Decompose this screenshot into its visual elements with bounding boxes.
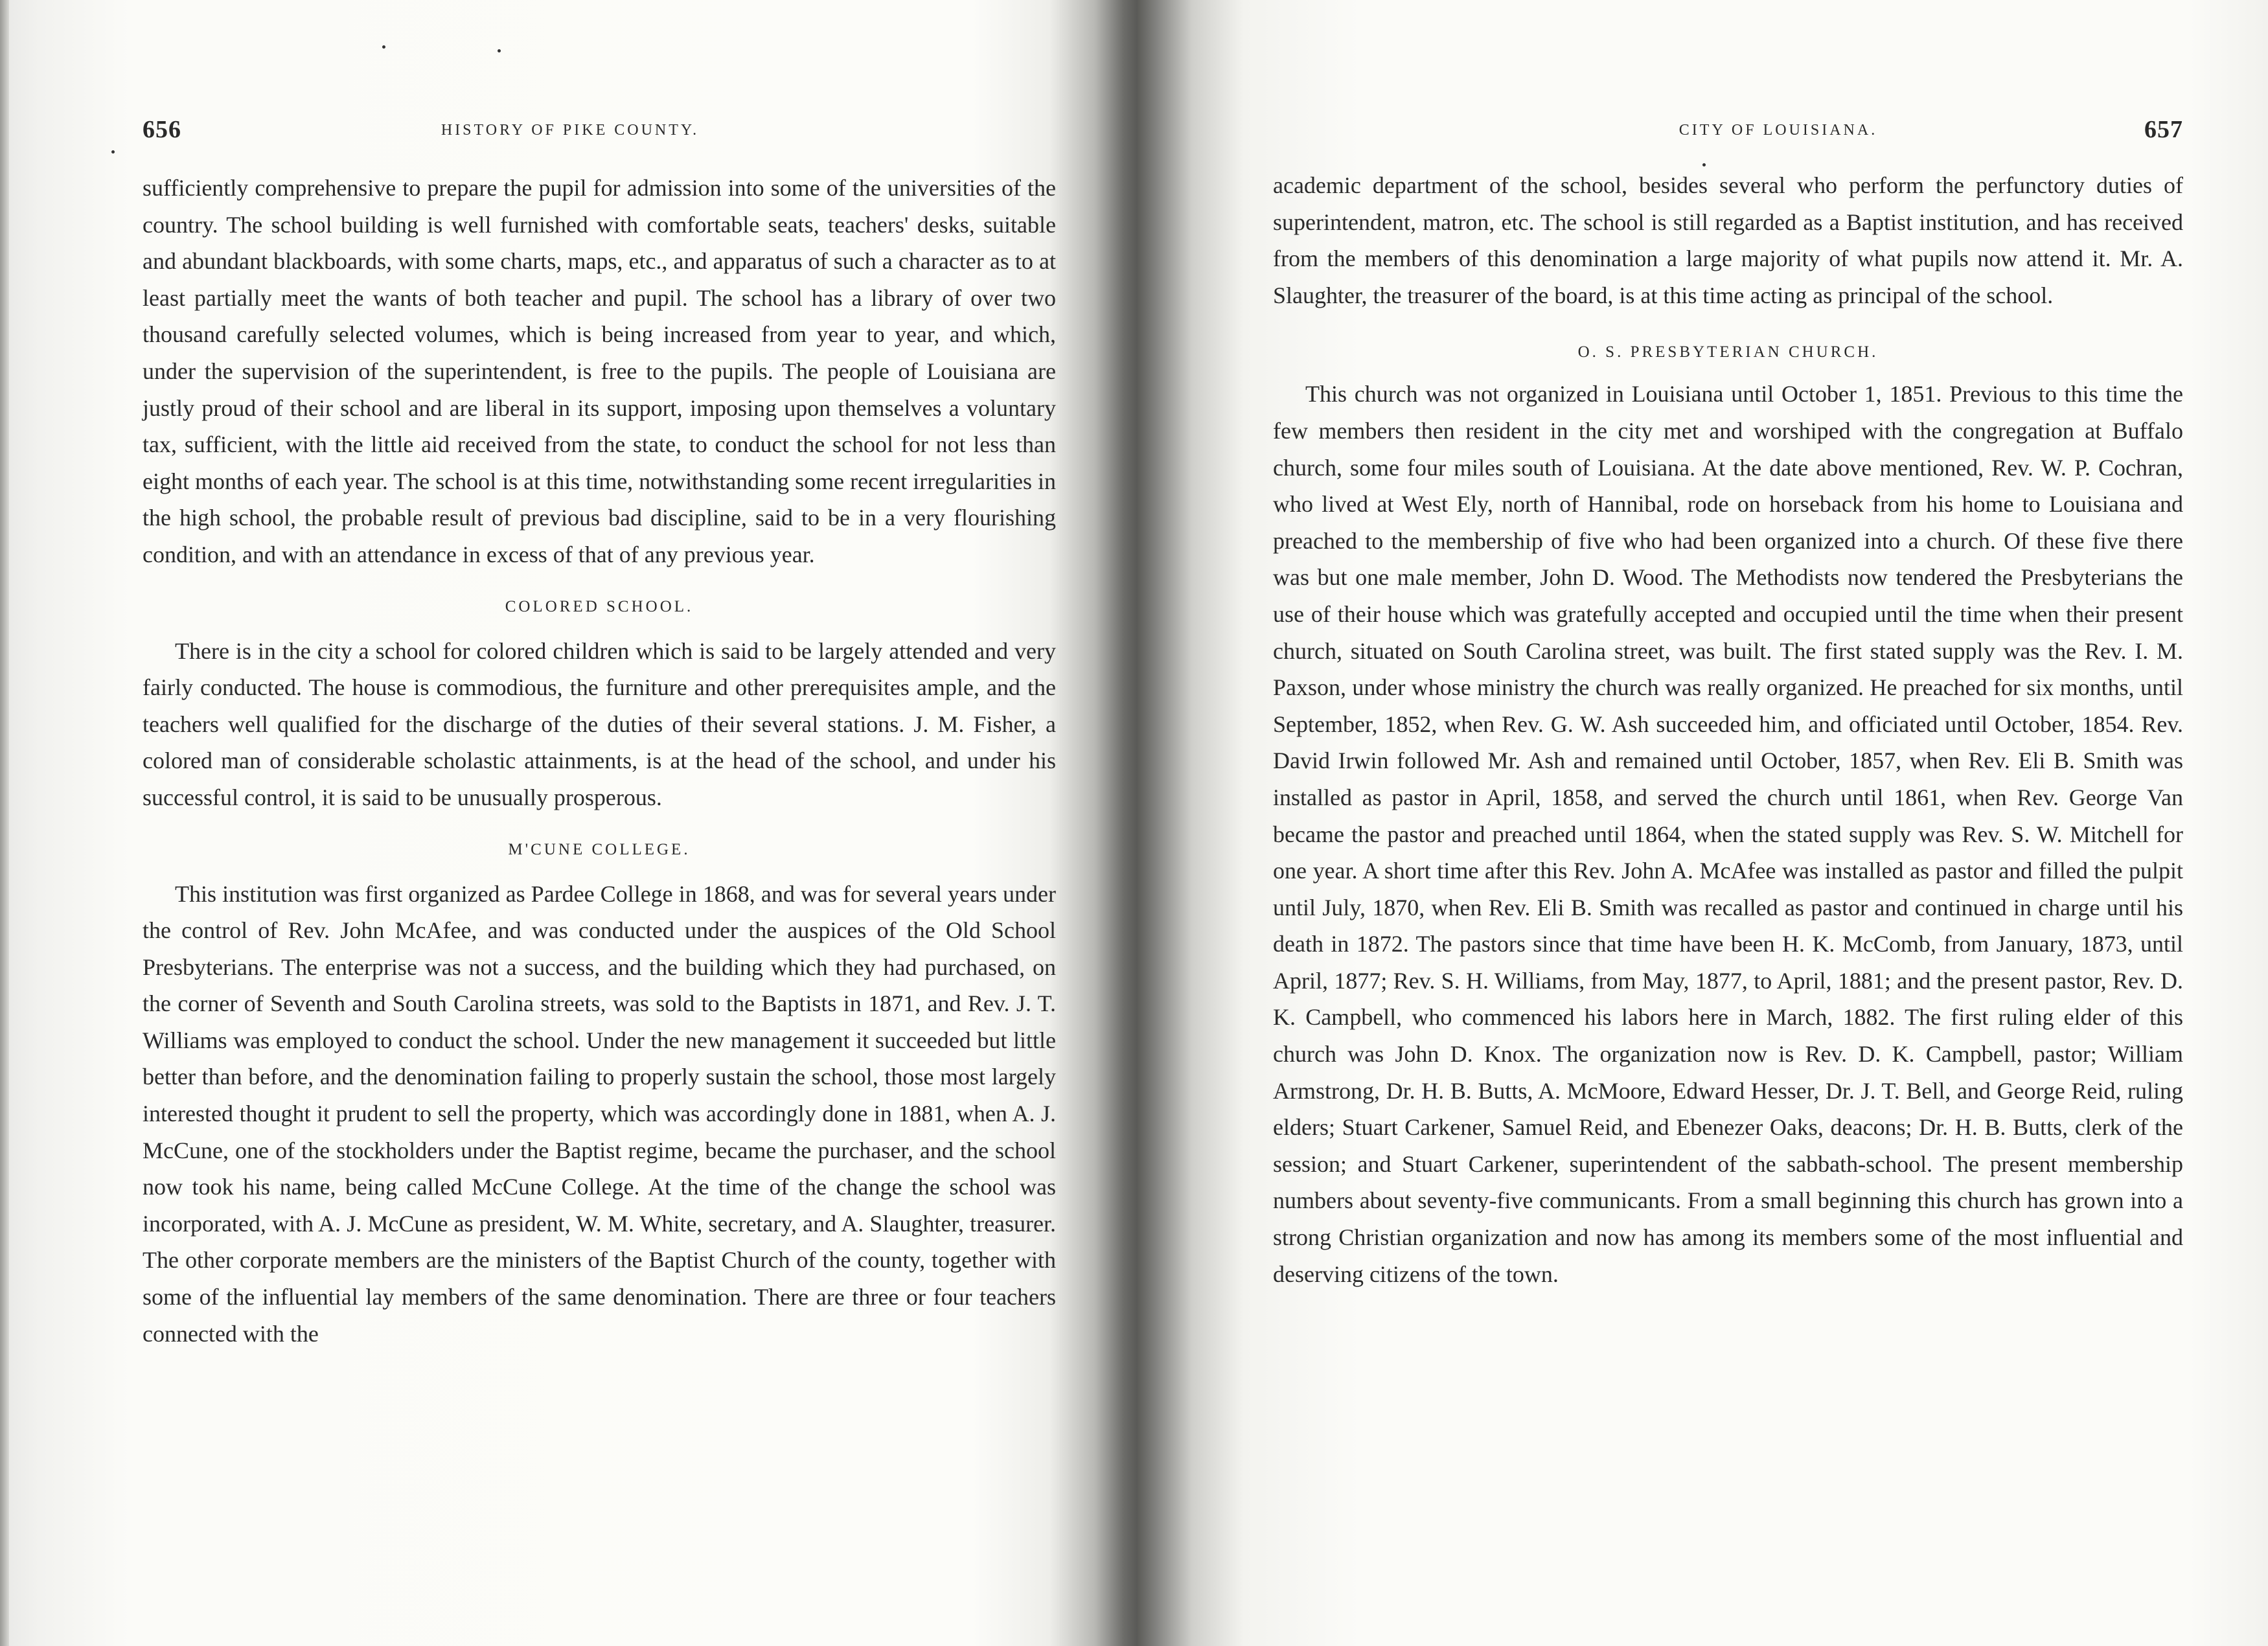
presbyterian-church-paragraph: This church was not organized in Louisiana until October 1, 1851. Previous to this time the few members then resident in the city met and worshiped with the congregation at Buffalo church, some four miles south of Louisiana. At the date above mentioned, Rev. W. P. Cochran, who lived at West Ely, north of Hannibal, rode on horseback from his home to Louisiana and preached to the membership of five who had been organized into a church. Of these five there was but one male member, John D. Wood. The Methodists now tendered the Presbyterians the use of their house which was gratefully accepted and occupied until the time when their present church, situated on South Carolina street, was built. The first stated supply was the Rev. I. M. Paxson, under whose ministry the church was really organized. He preached for six months, until September, 1852, when Rev. G. W. Ash succeeded him, and officiated until October, 1854. Rev. David Irwin followed Mr. Ash and remained until October, 1857, when Rev. Eli B. Smith was installed as pastor in April, 1858, and served the church until 1861, when Rev. George Van became the pastor and preached until 1864, when the stated supply was Rev. S. W. Mitchell for one year. A short time after this Rev. John A. McAfee was installed as pastor and filled the pulpit until July, 1870, when Rev. Eli B. Smith was recalled as pastor and continued in charge until his death in 1872. The pastors since that time have been H. K. McComb, from January, 1873, until April, 1877; Rev. S. H. Williams, from May, 1877, to April, 1881; and the present pastor, Rev. D. K. Campbell, who commenced his labors here in March, 1882. The first ruling elder of this church was John D. Knox. The organization now is Rev. D. K. Campbell, pastor; William Armstrong, Dr. H. B. Butts, A. McMoore, Edward Hesser, Dr. J. T. Bell, and George Reid, ruling elders; Stuart Carkener, Samuel Reid, and Ebenezer Oaks, deacons; Dr. H. B. Butts, clerk of the session; and Stuart Carkener, superintendent of the sabbath-school. The present membership numbers about seventy-five communicants. From a small beginning this church has grown into a strong Christian organization and now has among its members some of the most influential and deserving citizens of the town. xyxy=(1273,381,2183,1287)
section-heading-presbyterian-church: O. S. PRESBYTERIAN CHURCH. xyxy=(1577,343,1879,361)
page-number: 657 xyxy=(2144,116,2183,143)
left-running-head xyxy=(143,115,1056,148)
right-body-text xyxy=(1273,167,2183,1292)
left-body-text xyxy=(143,170,1056,1352)
right-running-head xyxy=(1273,115,2183,148)
ink-speck xyxy=(498,49,501,52)
ink-speck xyxy=(382,45,385,49)
running-title: CITY OF LOUISIANA. xyxy=(1678,122,1878,139)
section-heading-colored-school: COLORED SCHOOL. xyxy=(505,597,694,615)
page-number: 656 xyxy=(143,116,181,143)
mccune-college-paragraph: This institution was first organized as Pardee College in 1868, and was for several years under the control of Rev. John McAfee, and was conducted under the auspices of the Old School Presbyterians. The enterprise was not a success, and the building which they had purchased, on the corner of Seventh and South Carolina streets, was sold to the Baptists in 1871, and Rev. J. T. Williams was employed to conduct the school. Under the new management it succeeded but little better than before, and the denomination failing to properly sustain the school, those most largely interested thought it prudent to sell the property, which was accordingly done in 1881, when A. J. McCune, one of the stockholders under the Baptist regime, became the purchaser, and the school now took his name, being called McCune College. At the time of the change the school was incorporated, with A. J. McCune as president, W. M. White, secretary, and A. Slaughter, treasurer. The other corporate members are the ministers of the Baptist Church of the county, together with some of the influential lay members of the same denomination. There are three or four teachers connected with the xyxy=(143,880,1056,1347)
running-title: HISTORY OF PIKE COUNTY. xyxy=(441,122,700,139)
continuation-paragraph: academic department of the school, besides several who perform the perfunctory duties of superintendent, matron, etc. The school is still regarded as a Baptist institution, and has received from the members of this denomination a large majority of what pupils now attend it. Mr. A. Slaughter, the treasurer of the board, is at this time acting as principal of the school. xyxy=(1273,172,2183,308)
intro-paragraph: sufficiently comprehensive to prepare the pupil for admission into some of the universities of the country. The school building is well furnished with comfortable seats, teachers' desks, suitable and abundant blackboards, with some charts, maps, etc., and apparatus of such a character as to at least partially meet the wants of both teacher and pupil. The school has a library of over two thousand carefully selected volumes, which is being increased from year to year, and which, under the supervision of the superintendent, is free to the pupils. The people of Louisiana are justly proud of their school and are liberal in its support, imposing upon themselves a voluntary tax, sufficient, with the little aid received from the state, to conduct the school for not less than eight months of each year. The school is at this time, notwithstanding some recent irregularities in the high school, the probable result of previous bad discipline, said to be in a very flourishing condition, and with an attendance in excess of that of any previous year. xyxy=(143,175,1057,567)
ink-speck xyxy=(111,150,115,154)
page-edge-shadow xyxy=(0,0,9,1646)
section-heading-mccune-college: M'CUNE COLLEGE. xyxy=(508,840,691,858)
ink-speck xyxy=(1702,163,1706,166)
colored-school-paragraph: There is in the city a school for colored children which is said to be largely attended and very fairly conducted. The house is commodious, the furniture and other prerequisites ample, and the teachers well qualified for the discharge of the duties of their several stations. J. M. Fisher, a colored man of considerable scholastic attainments, is at the head of the school, and under his successful control, it is said to be unusually prosperous. xyxy=(143,637,1056,810)
